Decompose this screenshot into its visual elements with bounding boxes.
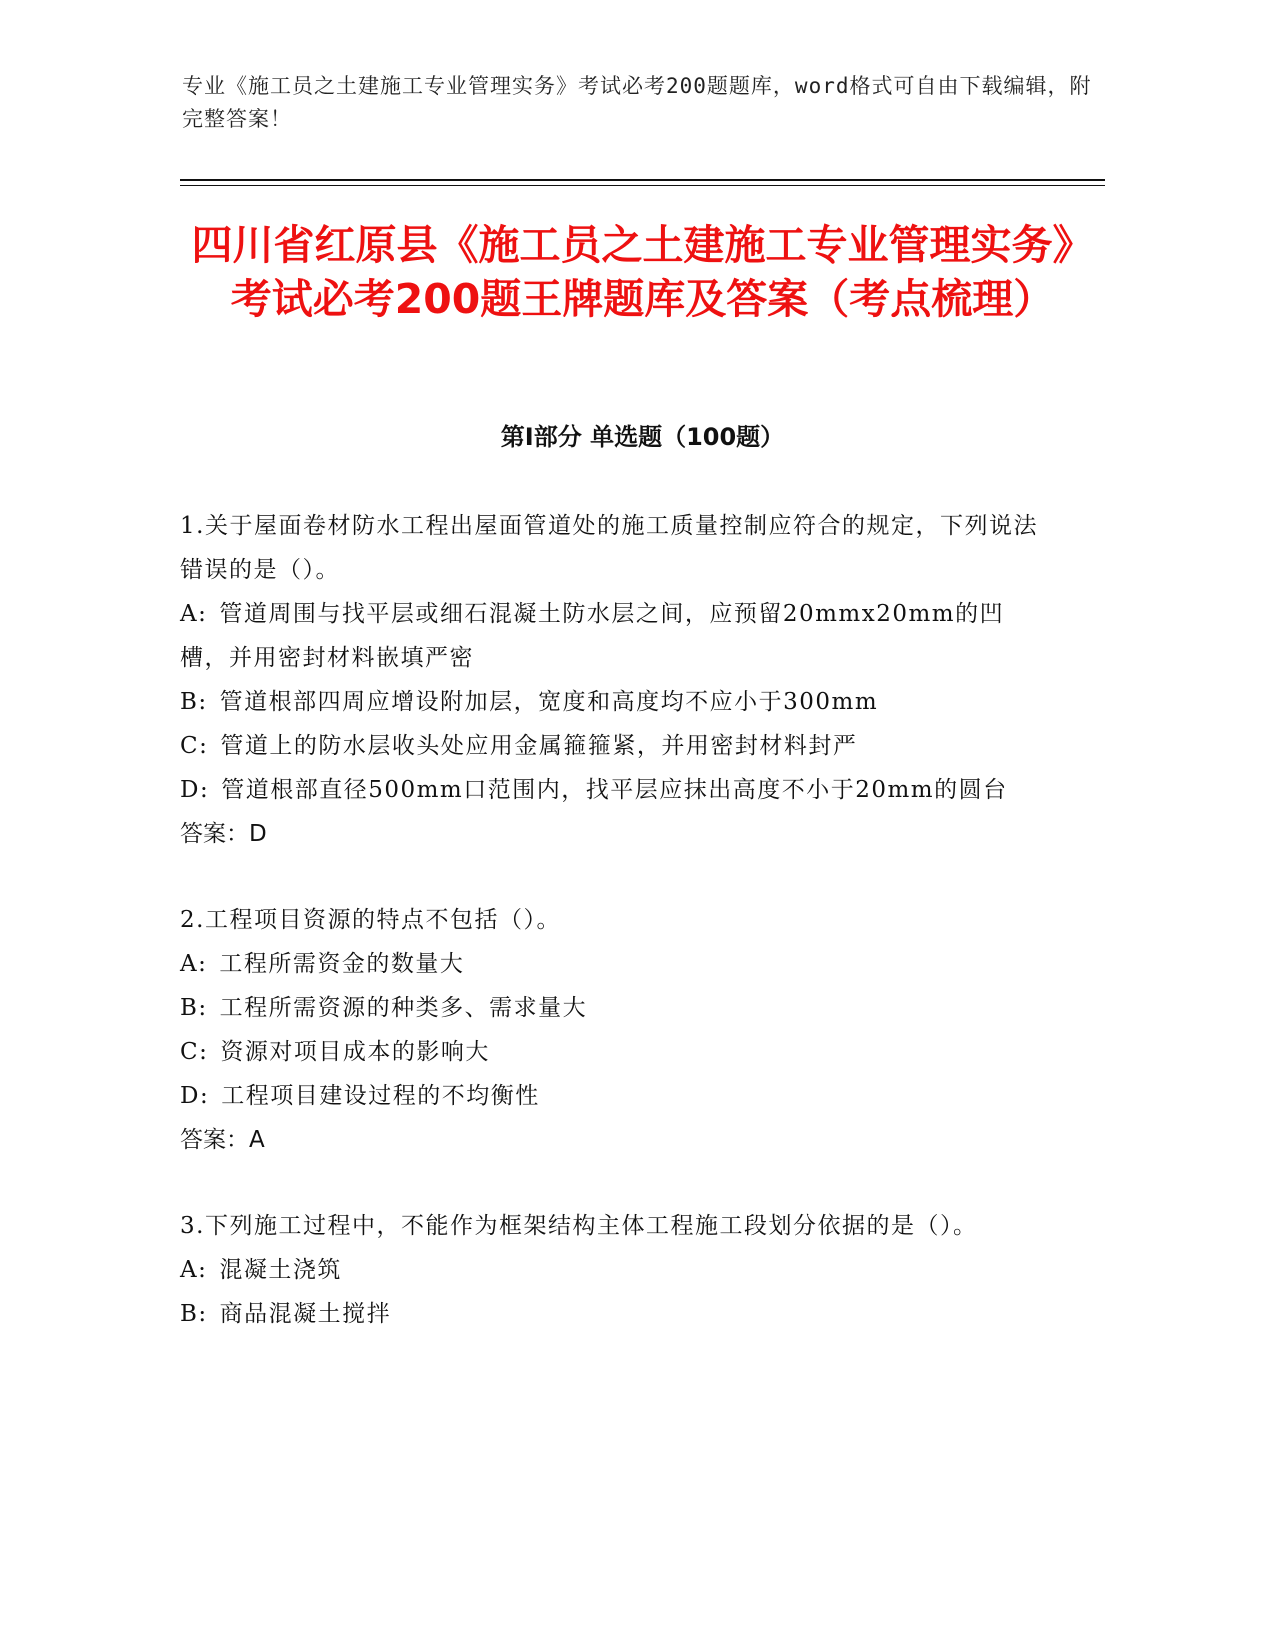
option-b: [180, 986, 1040, 1030]
question-stem: 2.工程项目资源的特点不包括（）。: [180, 907, 561, 933]
option-d: [180, 768, 1040, 812]
option-a: [180, 592, 1040, 680]
option-b: [180, 1292, 1040, 1336]
option-d: [180, 1074, 1040, 1118]
section-title: 第I部分 单选题（100题）: [500, 423, 785, 451]
option-text: 工程所需资金的数量大: [219, 951, 465, 977]
question-2: [180, 898, 1040, 1162]
question-stem: 1.关于屋面卷材防水工程出屋面管道处的施工质量控制应符合的规定，下列说法错误的是（）。: [180, 513, 1038, 583]
option-text: 商品混凝土搅拌: [219, 1301, 392, 1327]
header-note: 专业《施工员之土建施工专业管理实务》考试必考200题题库，word格式可自由下载编辑，附完整答案！: [182, 74, 1092, 131]
option-letter: A:: [180, 601, 208, 627]
option-letter: D:: [180, 777, 210, 803]
option-letter: B:: [180, 689, 208, 715]
question-stem: 3.下列施工过程中，不能作为框架结构主体工程施工段划分依据的是（）。: [180, 1213, 978, 1239]
option-c: [180, 1030, 1040, 1074]
answer: 答案：A: [180, 1127, 265, 1153]
option-text: 管道周围与找平层或细石混凝土防水层之间，应预留20mmx20mm的凹槽，并用密封材料嵌填严密: [180, 601, 1005, 671]
option-letter: D:: [180, 1083, 210, 1109]
option-text: 混凝土浇筑: [219, 1257, 342, 1283]
option-a: [180, 1248, 1040, 1292]
option-text: 资源对项目成本的影响大: [220, 1039, 490, 1065]
answer: 答案：D: [180, 821, 267, 847]
question-1: [180, 504, 1040, 856]
option-b: [180, 680, 1040, 724]
option-letter: C:: [180, 733, 209, 759]
option-letter: A:: [180, 951, 208, 977]
option-letter: A:: [180, 1257, 208, 1283]
option-letter: B:: [180, 995, 208, 1021]
option-text: 管道根部直径500mm口范围内，找平层应抹出高度不小于20mm的圆台: [221, 777, 1008, 803]
option-text: 管道上的防水层收头处应用金属箍箍紧，并用密封材料封严: [220, 733, 858, 759]
option-text: 工程所需资源的种类多、需求量大: [219, 995, 588, 1021]
option-c: [180, 724, 1040, 768]
option-text: 工程项目建设过程的不均衡性: [221, 1083, 540, 1109]
option-letter: B:: [180, 1301, 208, 1327]
option-text: 管道根部四周应增设附加层，宽度和高度均不应小于300mm: [219, 689, 879, 715]
question-3: [180, 1204, 1040, 1336]
document-title: 四川省红原县《施工员之土建施工专业管理实务》考试必考200题王牌题库及答案（考点梳理）: [191, 221, 1094, 323]
header-divider-thick: [180, 179, 1105, 181]
question-list: [180, 504, 1040, 1378]
option-a: [180, 942, 1040, 986]
option-letter: C:: [180, 1039, 209, 1065]
header-divider-thin: [180, 185, 1105, 186]
